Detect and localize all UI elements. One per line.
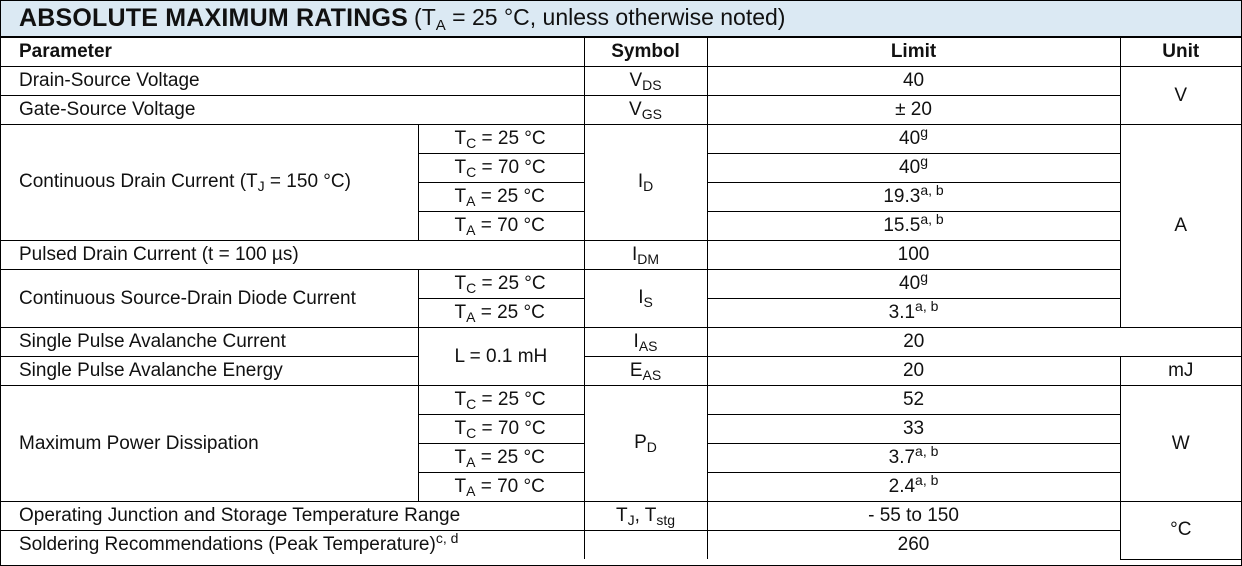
symbol-id: $I_D$: [584, 125, 707, 241]
limit-cell: 40$^g$: [707, 270, 1120, 299]
limit-cell: 3.7$^{a, b}$: [707, 444, 1120, 473]
header-symbol: Symbol: [584, 38, 707, 67]
table-row: [1, 328, 1241, 357]
limit-vgs: ± 20: [707, 96, 1120, 125]
condition-cell: $T_C = 70$ °C: [418, 415, 584, 444]
symbol-ias: $I_{AS}$: [584, 328, 707, 357]
symbol-eas: $E_{AS}$: [584, 357, 707, 386]
title-condition: ($T_A = 25$ °C, unless otherwise noted): [414, 3, 786, 34]
condition-cell: $T_A = 25$ °C: [418, 183, 584, 212]
unit-millijoule: mJ: [1120, 357, 1241, 386]
unit-volt: V: [1120, 67, 1241, 125]
table-title: [1, 1, 1241, 38]
param-pulsed-drain-current: Pulsed Drain Current (t = 100 µs): [1, 241, 584, 270]
limit-temperature-range: - 55 to 150: [707, 502, 1120, 531]
ratings-table: [1, 38, 1241, 560]
limit-soldering: 260: [707, 531, 1120, 560]
param-continuous-drain-current: Continuous Drain Current ($T_J = 150$ °C): [1, 125, 418, 241]
limit-cell: 40$^g$: [707, 154, 1120, 183]
condition-cell: $T_C = 25$ °C: [418, 386, 584, 415]
param-drain-source-voltage: Drain-Source Voltage: [1, 67, 584, 96]
condition-cell: $T_A = 25$ °C: [418, 444, 584, 473]
condition-cell: $T_A = 25$ °C: [418, 299, 584, 328]
table-row: [1, 531, 1241, 560]
table-row: [1, 386, 1241, 415]
table-row: [1, 125, 1241, 154]
param-gate-source-voltage: Gate-Source Voltage: [1, 96, 584, 125]
header-parameter: Parameter: [1, 38, 584, 67]
param-soldering: Soldering Recommendations (Peak Temperature)$^{c, d}$: [1, 531, 584, 560]
table-row: [1, 241, 1241, 270]
param-power-dissipation: Maximum Power Dissipation: [1, 386, 418, 502]
unit-amp: A: [1120, 125, 1241, 328]
symbol-idm: $I_{DM}$: [584, 241, 707, 270]
limit-cell: 40$^g$: [707, 125, 1120, 154]
table-row: [1, 67, 1241, 96]
unit-celsius: °C: [1120, 502, 1241, 560]
title-main: ABSOLUTE MAXIMUM RATINGS: [19, 4, 409, 32]
symbol-tj-tstg: $T_J$, $T_{stg}$: [584, 502, 707, 531]
condition-cell: $T_A = 70$ °C: [418, 473, 584, 502]
limit-eas: 20: [707, 357, 1120, 386]
limit-cell: 15.5$^{a, b}$: [707, 212, 1120, 241]
limit-idm: 100: [707, 241, 1120, 270]
header-unit: Unit: [1120, 38, 1241, 67]
symbol-is: $I_S$: [584, 270, 707, 328]
condition-inductance: L = 0.1 mH: [418, 328, 584, 386]
condition-cell: $T_C = 25$ °C: [418, 125, 584, 154]
limit-cell: 52: [707, 386, 1120, 415]
limit-cell: 3.1$^{a, b}$: [707, 299, 1120, 328]
condition-cell: $T_C = 25$ °C: [418, 270, 584, 299]
limit-cell: 2.4$^{a, b}$: [707, 473, 1120, 502]
symbol-vgs: $V_{GS}$: [584, 96, 707, 125]
limit-ias: 20: [707, 328, 1120, 357]
param-source-drain-diode-current: Continuous Source-Drain Diode Current: [1, 270, 418, 328]
table-row: [1, 502, 1241, 531]
param-operating-temperature: Operating Junction and Storage Temperature Range: [1, 502, 584, 531]
condition-cell: $T_C = 70$ °C: [418, 154, 584, 183]
param-avalanche-energy: Single Pulse Avalanche Energy: [1, 357, 418, 386]
unit-watt: W: [1120, 386, 1241, 502]
condition-cell: $T_A = 70$ °C: [418, 212, 584, 241]
table-row: [1, 270, 1241, 299]
table-row: [1, 357, 1241, 386]
table-row: [1, 96, 1241, 125]
param-avalanche-current: Single Pulse Avalanche Current: [1, 328, 418, 357]
limit-cell: 19.3$^{a, b}$: [707, 183, 1120, 212]
symbol-empty: [584, 531, 707, 560]
limit-vds: 40: [707, 67, 1120, 96]
symbol-pd: $P_D$: [584, 386, 707, 502]
symbol-vds: $V_{DS}$: [584, 67, 707, 96]
header-row: [1, 38, 1241, 67]
header-limit: Limit: [707, 38, 1120, 67]
limit-cell: 33: [707, 415, 1120, 444]
